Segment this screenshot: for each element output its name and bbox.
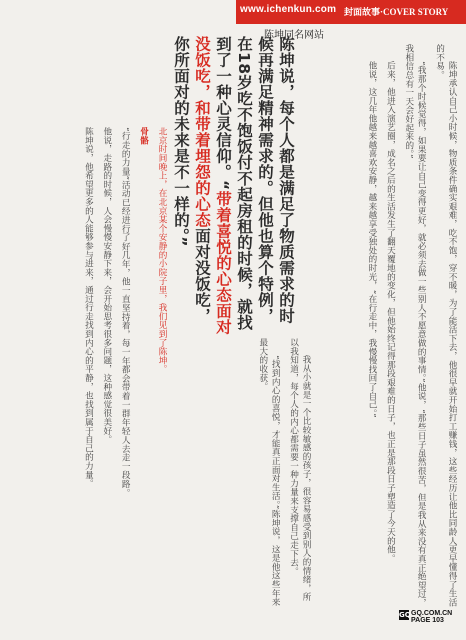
- gq-logo-icon: GQ: [399, 611, 411, 619]
- paragraph: 陈坤说，他希望更多的人能够参与进来，通过行走找到内心的平静，也找到属于自己的力量。: [83, 127, 94, 488]
- site-url[interactable]: www.ichenkun.com: [240, 4, 337, 15]
- paragraph: 我从小就是一个比较敏感的孩子，很容易感受到别人的情绪，所以我知道，每个人的内心都需要一种力量来支撑自己走下去。: [288, 338, 311, 602]
- paragraph: “我那个时候觉得，如果要让自己变得更好，就必须去做一些别人不愿意做的事情。”他说，“那些日子虽然很苦，但是我从来没有真正绝望过，我相信总有一天会好起来的。”: [403, 44, 427, 608]
- paragraph: 他说，走路的时候，人会慢慢安静下来，会开始思考很多问题，这种感觉很美好。: [101, 127, 112, 444]
- body-column-left: [42, 110, 168, 606]
- pull-quote-part1: 陈坤说，每个人都是满足了物质需求的时候再满足精神需求的。: [256, 36, 295, 324]
- paragraph: “找到内心的喜悦，才能真正面对生活。”陈坤说，这是他这些年来最大的收获。: [257, 338, 281, 607]
- pull-quote-highlight: 带着喜悦的心态面对没饭吃，和带着埋怨的心态: [193, 36, 232, 335]
- paragraph: “行走的力量”活动已经进行了好几年，他一直坚持着，每一年都会带着一群年轻人去走一段路。: [120, 127, 131, 498]
- pull-quote-part5: 面对没饭吃，你所面对的未来是不一样的。”: [172, 36, 211, 324]
- section-label: 封面故事·COVER STORY: [344, 7, 449, 17]
- lead-paragraph: 北京时间晚上，在北京某个安静的小院子里，我们见到了陈坤。: [157, 127, 167, 374]
- paragraph: 陈坤承认自己小时候，物质条件确实艰难，吃不饱，穿不暖，为了能活下去，他很早就开始打工赚钱，这些经历让他比同龄人更早懂得了生活的不易。: [434, 44, 457, 607]
- body-column-right: [318, 44, 458, 608]
- site-name: 陈坤同名网站: [264, 30, 324, 41]
- subheading: 骨骼: [138, 127, 149, 145]
- paragraph: 他说，这几年他越来越喜欢安静，越来越享受独处的时光，“在行走中，我慢慢找回了自己。”: [366, 61, 377, 419]
- page-footer: GQ.COM.CN PAGE 103: [411, 610, 453, 624]
- paragraph: 后来，他进入演艺圈，成名之后的生活发生了翻天覆地的变化，但他始终记得那段艰难的日子，也正是那段日子塑造了今天的他。: [385, 61, 396, 563]
- pull-quote-part2: 但他也算个特例，在18岁吃不饱饭付不起房租的时候，就找到了: [214, 36, 274, 331]
- body-column-middle: [176, 338, 312, 608]
- pull-quote-part3: 一种心灵信仰。“: [214, 68, 232, 191]
